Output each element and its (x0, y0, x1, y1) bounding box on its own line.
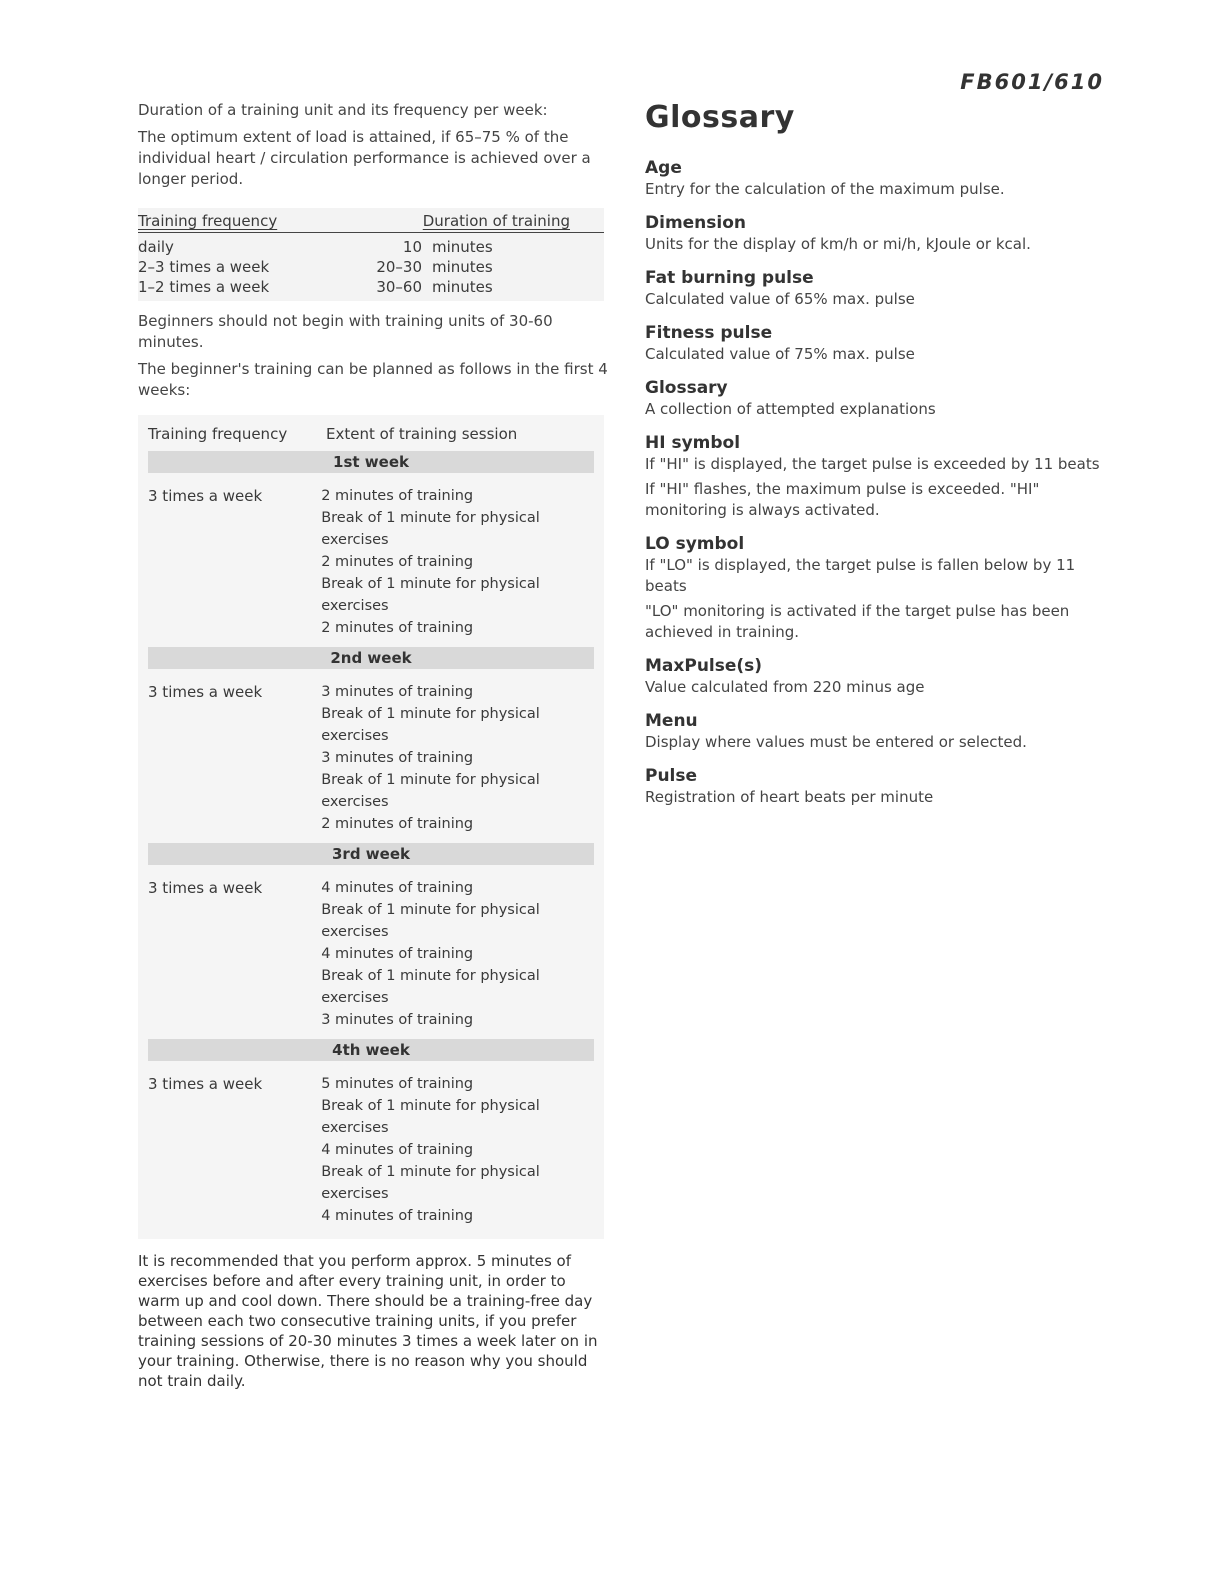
frequency-cell: 3 times a week (148, 1075, 263, 1093)
glossary-definition: If "HI" is displayed, the target pulse is exceeded by 11 beats (645, 455, 1100, 473)
table-row (138, 237, 604, 257)
week-block (138, 1073, 604, 1233)
glossary-term: Glossary (645, 378, 728, 398)
plan-table-header (138, 415, 604, 449)
duration-unit: minutes (432, 258, 493, 276)
week-block (138, 485, 604, 645)
week-header: 1st week (148, 451, 594, 473)
col-training-frequency: Training frequency (138, 212, 278, 230)
glossary-definition: Entry for the calculation of the maximum pulse. (645, 180, 1005, 198)
session-line: 2 minutes of training (321, 488, 474, 504)
frequency-cell: 3 times a week (148, 683, 263, 701)
glossary-definition: If "HI" flashes, the maximum pulse is exceeded. "HI" monitoring is always activated. (645, 480, 1040, 519)
glossary-definition: If "LO" is displayed, the target pulse is fallen below by 11 beats (645, 556, 1076, 595)
glossary-definition: Registration of heart beats per minute (645, 788, 934, 806)
session-line: Break of 1 minute for physical exercises (321, 576, 540, 614)
week-header: 3rd week (148, 843, 594, 865)
glossary-term: Pulse (645, 766, 698, 786)
glossary-entry (645, 765, 1115, 808)
frequency-cell: 3 times a week (148, 879, 263, 897)
frequency-cell: 3 times a week (148, 487, 263, 505)
glossary-entry (645, 710, 1115, 753)
duration-unit: minutes (432, 238, 493, 256)
glossary-list (645, 157, 1115, 808)
glossary-definition: A collection of attempted explanations (645, 400, 936, 418)
closing-paragraph: It is recommended that you perform approx. 5 minutes of exercises before and after every training unit, in order to warm up and cool down. There should be a training-free day between each two consecutive training units, if you prefer training sessions of 20-30 minutes 3 times a week later on in your training. Otherwise, there is no reason why you should not train daily. (138, 1252, 598, 1390)
session-line: 4 minutes of training (321, 880, 474, 896)
session-line: 4 minutes of training (321, 946, 474, 962)
session-line: Break of 1 minute for physical exercises (321, 902, 540, 940)
plan-intro: The beginner's training can be planned as follows in the first 4 weeks: (138, 360, 608, 399)
session-line: 5 minutes of training (321, 1076, 474, 1092)
model-number: FB601/610 (960, 70, 1104, 94)
glossary-entry (645, 377, 1115, 420)
glossary-definition: Units for the display of km/h or mi/h, kJoule or kcal. (645, 235, 1031, 253)
duration-unit: minutes (432, 278, 493, 296)
session-line: 4 minutes of training (321, 1208, 474, 1224)
col-training-frequency: Training frequency (148, 425, 288, 443)
session-line: Break of 1 minute for physical exercises (321, 510, 540, 548)
glossary-entry (645, 432, 1115, 521)
glossary-definition: Calculated value of 75% max. pulse (645, 345, 915, 363)
table-row (138, 257, 604, 277)
session-line: 3 minutes of training (321, 750, 474, 766)
glossary-term: Dimension (645, 213, 747, 233)
intro-text: The optimum extent of load is attained, if 65–75 % of the individual heart / circulation performance is achieved over a longer period. (138, 128, 591, 188)
session-line: Break of 1 minute for physical exercises (321, 1098, 540, 1136)
session-line: 4 minutes of training (321, 1142, 474, 1158)
duration-table (138, 208, 604, 301)
glossary-term: Fat burning pulse (645, 268, 814, 288)
table-row (138, 277, 604, 297)
col-duration-of-training: Duration of training (422, 212, 570, 230)
training-column (138, 100, 608, 1397)
duration-value: 20–30 (376, 258, 422, 276)
frequency-cell: 2–3 times a week (138, 258, 270, 276)
glossary-entry (645, 212, 1115, 255)
session-line: 2 minutes of training (321, 816, 474, 832)
beginner-plan-table (138, 415, 604, 1239)
duration-value: 10 (402, 238, 422, 256)
week-header: 4th week (148, 1039, 594, 1061)
duration-table-body (138, 237, 604, 297)
week-block (138, 877, 604, 1037)
week-block (138, 681, 604, 841)
duration-table-header (138, 212, 604, 233)
beginners-note: Beginners should not begin with training units of 30-60 minutes. (138, 312, 553, 351)
glossary-title: Glossary (645, 100, 795, 135)
session-lines (321, 485, 604, 639)
session-line: Break of 1 minute for physical exercises (321, 772, 540, 810)
session-lines (321, 681, 604, 835)
glossary-entry (645, 533, 1115, 643)
glossary-definition: "LO" monitoring is activated if the target pulse has been achieved in training. (645, 602, 1070, 641)
session-line: Break of 1 minute for physical exercises (321, 1164, 540, 1202)
frequency-cell: daily (138, 238, 174, 256)
glossary-entry (645, 267, 1115, 310)
glossary-entry (645, 157, 1115, 200)
glossary-entry (645, 655, 1115, 698)
frequency-cell: 1–2 times a week (138, 278, 270, 296)
session-lines (321, 1073, 604, 1227)
glossary-term: Menu (645, 711, 698, 731)
intro-heading: Duration of a training unit and its frequency per week: (138, 101, 548, 119)
col-extent-of-training: Extent of training session (326, 425, 518, 443)
session-line: Break of 1 minute for physical exercises (321, 968, 540, 1006)
glossary-definition: Value calculated from 220 minus age (645, 678, 925, 696)
glossary-definition: Calculated value of 65% max. pulse (645, 290, 915, 308)
duration-value: 30–60 (376, 278, 422, 296)
session-line: 2 minutes of training (321, 554, 474, 570)
glossary-term: HI symbol (645, 433, 741, 453)
glossary-column (645, 100, 1115, 820)
glossary-entry (645, 322, 1115, 365)
glossary-term: MaxPulse(s) (645, 656, 763, 676)
glossary-term: Fitness pulse (645, 323, 773, 343)
session-line: Break of 1 minute for physical exercises (321, 706, 540, 744)
plan-table-body (138, 451, 604, 1233)
week-header: 2nd week (148, 647, 594, 669)
glossary-term: Age (645, 158, 682, 178)
glossary-definition: Display where values must be entered or selected. (645, 733, 1027, 751)
session-line: 2 minutes of training (321, 620, 474, 636)
glossary-term: LO symbol (645, 534, 745, 554)
session-line: 3 minutes of training (321, 1012, 474, 1028)
session-lines (321, 877, 604, 1031)
session-line: 3 minutes of training (321, 684, 474, 700)
